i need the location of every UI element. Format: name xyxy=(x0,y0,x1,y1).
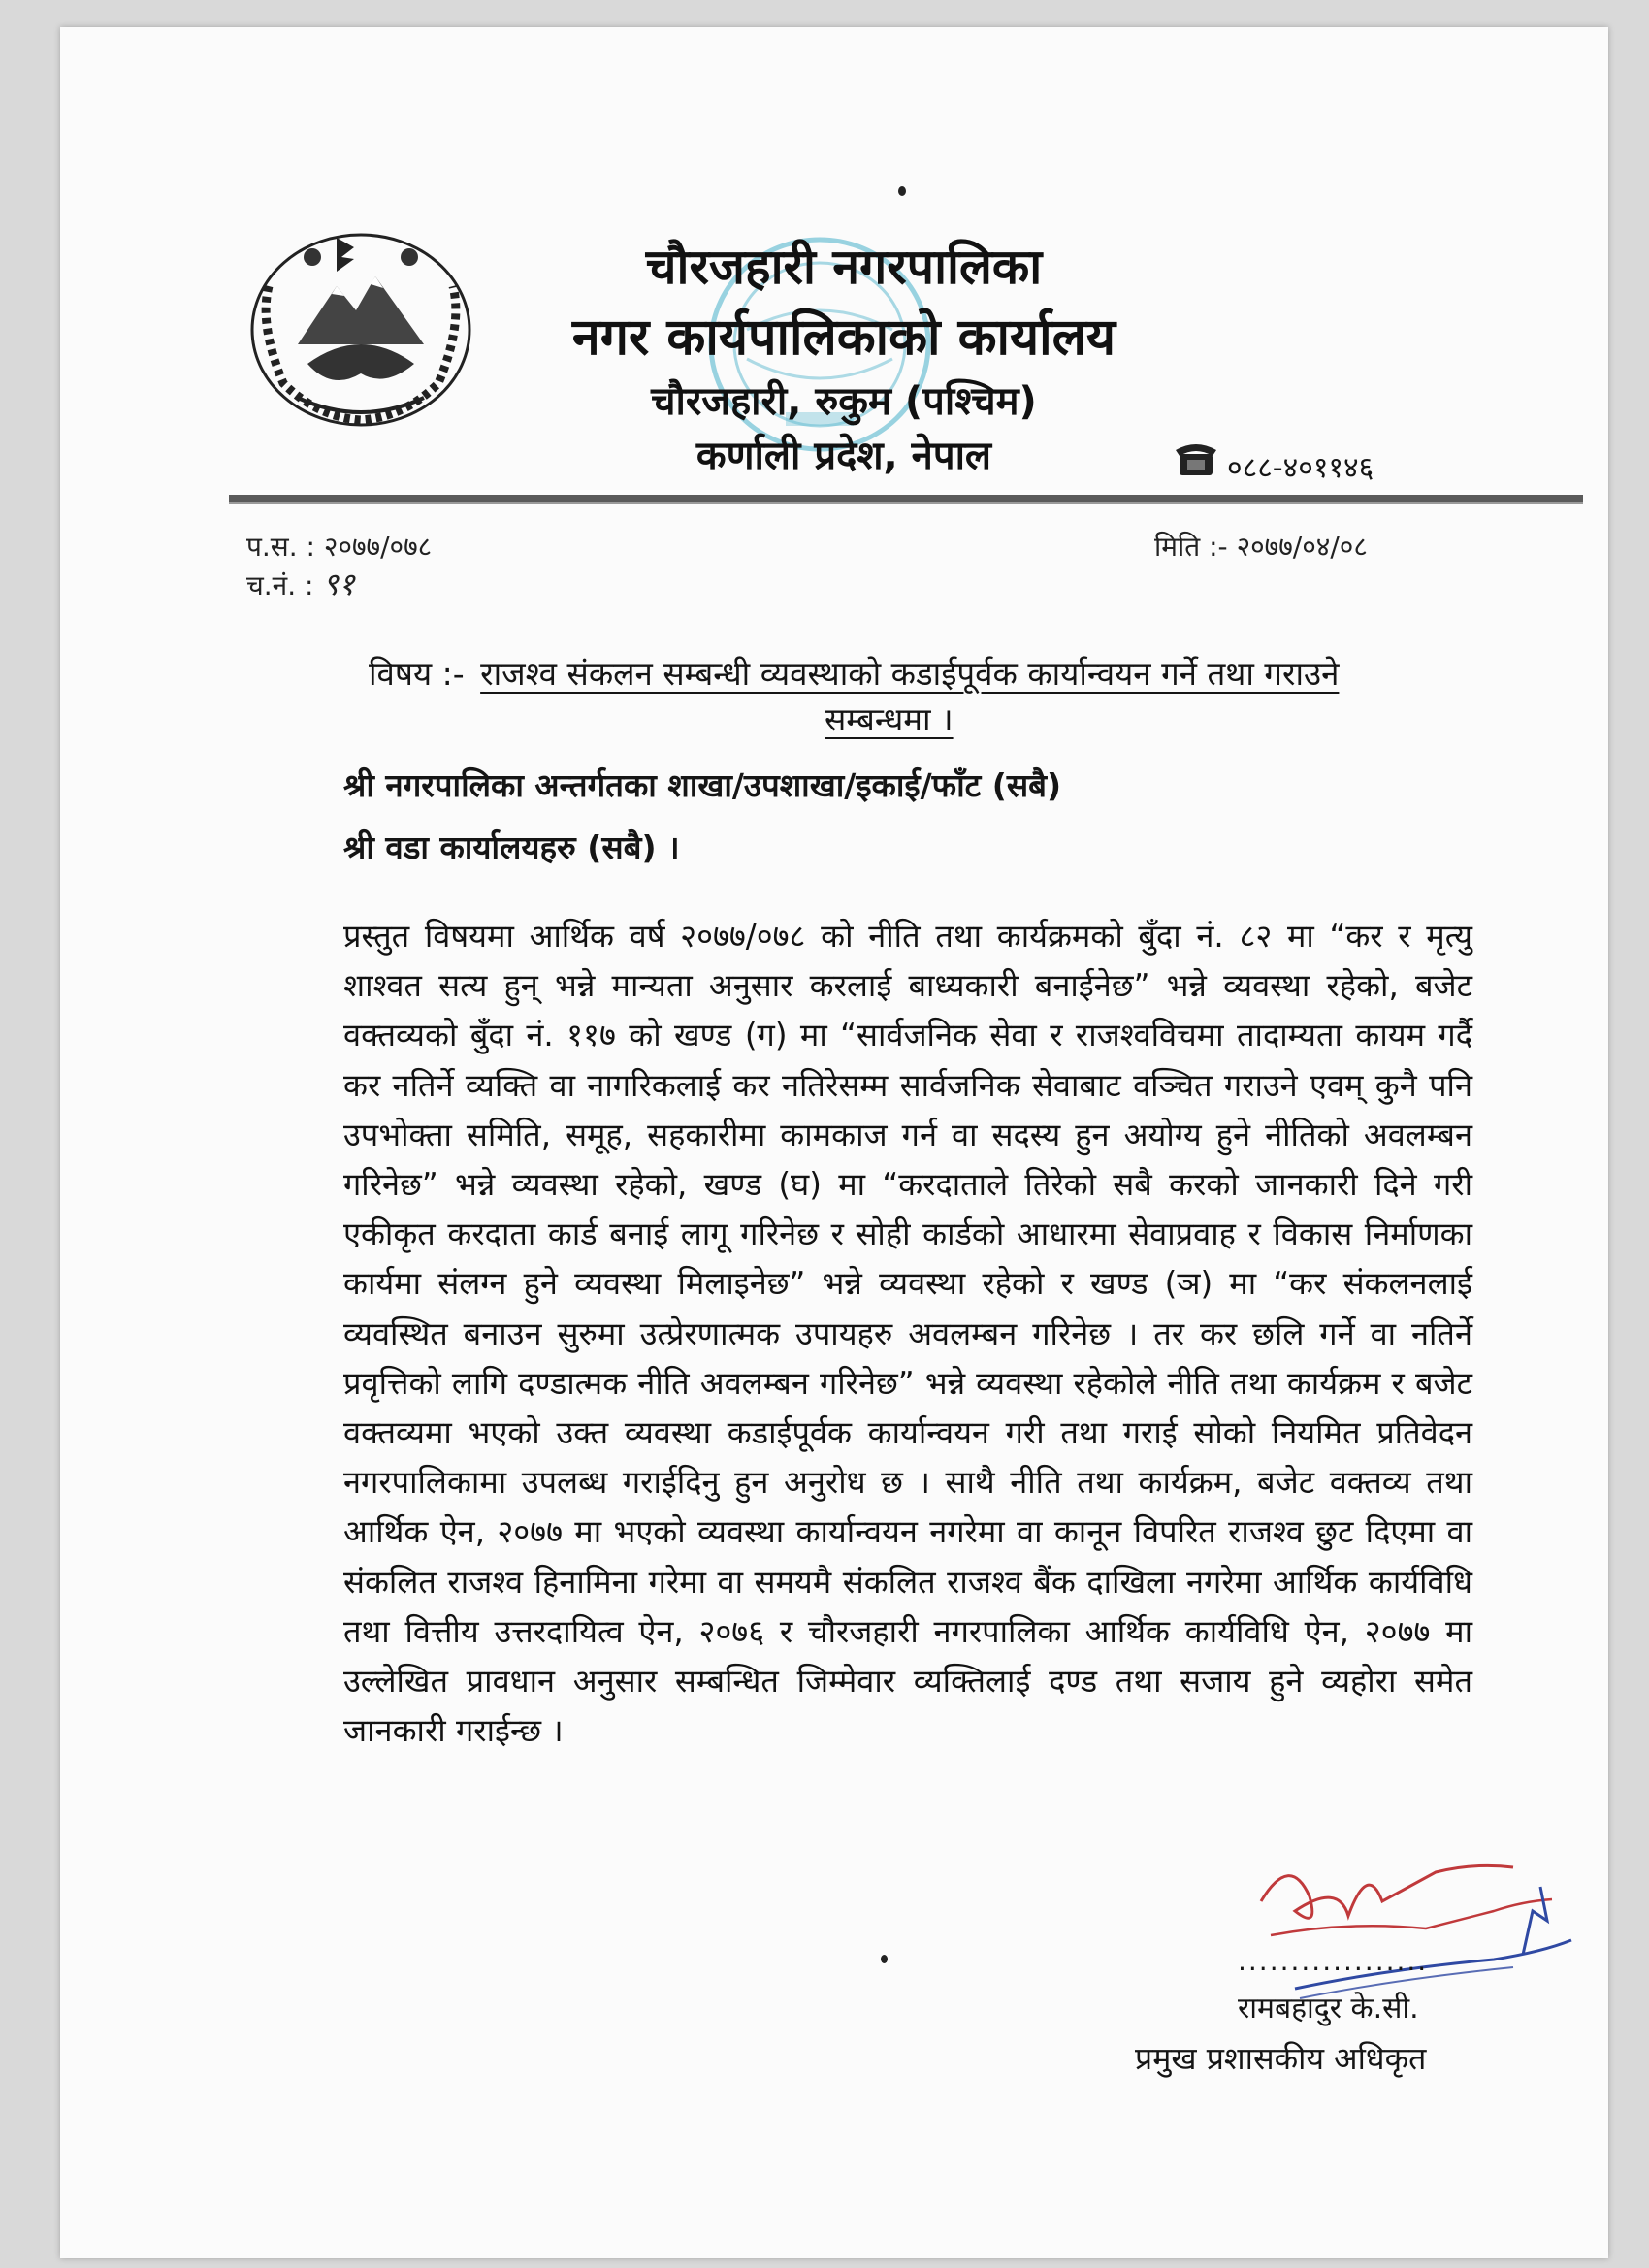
reference-value: २०७७/०७८ xyxy=(323,531,433,563)
date-label: मिति :- xyxy=(1154,531,1228,563)
header-divider-thin xyxy=(229,502,1583,504)
scan-speck xyxy=(898,186,906,196)
dispatch-label: च.नं. : xyxy=(246,569,314,601)
subject-text-cont: सम्बन्धमा । xyxy=(824,700,954,738)
recipient-ward-offices: श्री वडा कार्यालयहरु (सबै) । xyxy=(343,828,680,866)
office-province: कर्णाली प्रदेश, नेपाल xyxy=(695,434,992,478)
header-divider xyxy=(229,495,1583,502)
scan-speck xyxy=(881,1955,888,1963)
letter-date xyxy=(1154,528,1368,565)
phone-number: ०८८-४०११४६ xyxy=(1227,451,1374,485)
signatory-title: प्रमुख प्रशासकीय अधिकृत xyxy=(1135,2040,1427,2077)
office-name: चौरजहारी नगरपालिका xyxy=(645,239,1043,295)
dispatch-value: ९१ xyxy=(322,566,355,602)
signature-line: .................. xyxy=(1238,1945,1429,1977)
subject-text: राजश्व संकलन सम्बन्धी व्यवस्थाको कडाईपूर्वक कार्यान्वयन गर्ने तथा गराउने xyxy=(480,655,1340,693)
reference-number xyxy=(246,528,432,565)
nepal-government-emblem-icon xyxy=(230,218,492,434)
office-address: चौरजहारी, रुकुम (पश्चिम) xyxy=(651,379,1037,424)
letter-body: प्रस्तुत विषयमा आर्थिक वर्ष २०७७/०७८ को नीति तथा कार्यक्रमको बुँदा नं. ८२ मा “कर र मृत्यु शाश्वत सत्य हुन् भन्ने मान्यता अनुसार करलाई बाध्यकारी बनाईनेछ” भन्ने व्यवस्था रहेको, बजेट वक्तव्यको बुँदा नं. ११७ को खण्ड (ग) मा “सार्वजनिक सेवा र राजश्वविचमा तादाम्यता कायम गर्दै कर नतिर्ने व्यक्ति वा नागरिकलाई कर नतिरेसम्म सार्वजनिक सेवाबाट वञ्चित गराउने एवम् कुनै पनि उपभोक्ता समिति, समूह, सहकारीमा कामकाज गर्न वा सदस्य हुन अयोग्य हुने नीतिको अवलम्बन गरिनेछ” भन्ने व्यवस्था रहेको, खण्ड (घ) मा “करदाताले तिरेको सबै करको जानकारी दिने गरी एकीकृत करदाता कार्ड बनाई लागू गरिनेछ र सोही कार्डको आधारमा सेवाप्रवाह र विकास निर्माणका कार्यमा संलग्न हुने व्यवस्था मिलाइनेछ” भन्ने व्यवस्था रहेको र खण्ड (ञ) मा “कर संकलनलाई व्यवस्थित बनाउन सुरुमा उत्प्रेरणात्मक उपायहरु अवलम्बन गरिनेछ । तर कर छलि गर्ने वा नतिर्ने प्रवृत्तिको लागि दण्डात्मक नीति अवलम्बन गरिनेछ” भन्ने व्यवस्था रहेकोले नीति तथा कार्यक्रम र बजेट वक्तव्यमा भएको उक्त व्यवस्था कडाईपूर्वक कार्यान्वयन गरी तथा गराई सोको नियमित प्रतिवेदन नगरपालिकामा उपलब्ध गराईदिनु हुन अनुरोध छ । साथै नीति तथा कार्यक्रम, बजेट वक्तव्य तथा आर्थिक ऐन, २०७७ मा भएको व्यवस्था कार्यान्वयन नगरेमा वा कानून विपरित राजश्व छुट दिएमा वा संकलित राजश्व हिनामिना गरेमा वा समयमै संकलित राजश्व बैंक दाखिला नगरेमा आर्थिक कार्यविधि तथा वित्तीय उत्तरदायित्व ऐन, २०७६ र चौरजहारी नगरपालिका आर्थिक कार्यविधि ऐन, २०७७ मा उल्लेखित प्रावधान अनुसार सम्बन्धित जिम्मेवार व्यक्तिलाई दण्ड तथा सजाय हुने व्यहोरा समेत जानकारी गराईन्छ । xyxy=(343,918,1472,1750)
telephone-icon xyxy=(1174,438,1218,477)
office-subtitle: नगर कार्यपालिकाको कार्यालय xyxy=(571,308,1116,367)
reference-label: प.स. : xyxy=(246,531,315,563)
signatory-name: रामबहादुर के.सी. xyxy=(1238,1992,1419,2025)
dispatch-number xyxy=(246,563,355,604)
subject-label: विषय :- xyxy=(369,655,465,693)
date-value: २०७७/०४/०८ xyxy=(1236,531,1368,563)
recipient-branches: श्री नगरपालिका अन्तर्गतका शाखा/उपशाखा/इकाई/फाँट (सबै) xyxy=(343,766,1062,804)
